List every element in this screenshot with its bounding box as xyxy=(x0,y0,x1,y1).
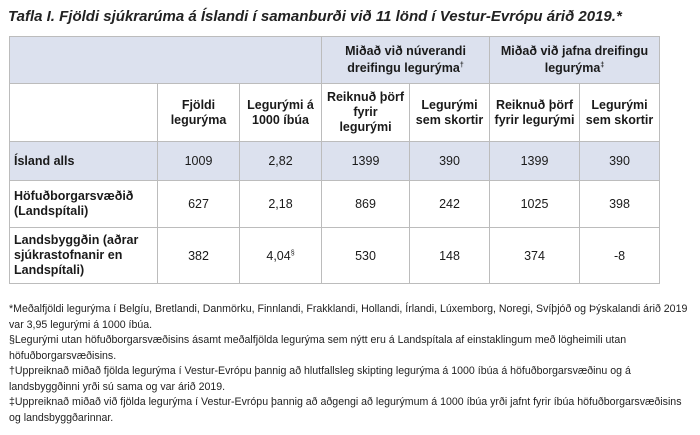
cell-per1000-value: 2,82 xyxy=(268,154,293,168)
cell-current-shortage: 242 xyxy=(410,181,490,228)
row-label: Höfuðborgarsvæðið (Landspítali) xyxy=(10,181,158,228)
column-header-current-need: Reiknuð þörf fyrir legurými xyxy=(322,84,410,142)
table-title: Tafla I. Fjöldi sjúkrarúma á Íslandi í samanburði við 11 lönd í Vestur-Evrópu árið 2019.* xyxy=(8,8,622,25)
cell-per1000-value: 2,18 xyxy=(268,197,293,211)
cell-per1000 xyxy=(240,228,322,284)
group-header-empty xyxy=(10,37,322,84)
cell-per1000-value: 4,04 xyxy=(266,248,291,263)
cell-current-shortage: 390 xyxy=(410,142,490,181)
cell-per1000 xyxy=(240,181,322,228)
cell-even-shortage: 390 xyxy=(580,142,660,181)
group-even-mark: ‡ xyxy=(600,61,605,69)
group-current-label: Miðað við núverandi dreifingu legurýma xyxy=(345,44,466,75)
table-row-rural-area xyxy=(10,228,660,284)
table-row-iceland-total xyxy=(10,142,660,181)
cell-even-shortage: 398 xyxy=(580,181,660,228)
cell-beds: 382 xyxy=(158,228,240,284)
cell-per1000-mark: § xyxy=(290,249,295,257)
footnotes xyxy=(9,302,689,426)
cell-beds: 627 xyxy=(158,181,240,228)
cell-current-need: 1399 xyxy=(322,142,410,181)
table-row-capital-area xyxy=(10,181,660,228)
group-header-even xyxy=(490,37,660,84)
footnote-asterisk: *Meðalfjöldi legurýma í Belgíu, Bretlandi, Danmörku, Finnlandi, Frakklandi, Hollandi, Írlandi, Lúxemborg, Noregi, Svíþjóð og Þýskalandi árið 2019 var 3,95 legurými á 1000 íbúa. xyxy=(9,303,688,331)
footnote-section: §Legurými utan höfuðborgarsvæðisins ásamt meðalfjölda legurýma sem nýtt eru á Landspítala af einstaklingum með lögheimili utan höfuðborgarsvæðisins. xyxy=(9,334,627,362)
cell-current-need: 869 xyxy=(322,181,410,228)
column-header-beds: Fjöldi legurýma xyxy=(158,84,240,142)
footnote-dagger: †Uppreiknað miðað fjölda legurýma í Vestur-Evrópu þannig að hlutfallsleg skipting legurýma á 1000 íbúa á höfuðborgarsvæðinu og á landsbyggðinni yrði sú sama og var árið 2019. xyxy=(9,365,631,393)
column-header-row xyxy=(10,84,660,142)
cell-current-need: 530 xyxy=(322,228,410,284)
column-header-even-shortage: Legurými sem skortir xyxy=(580,84,660,142)
cell-per1000 xyxy=(240,142,322,181)
row-label: Ísland alls xyxy=(10,142,158,181)
footnote-double-dagger: ‡Uppreiknað miðað við fjölda legurýma í Vestur-Evrópu þannig að aðgengi að legurýmum á 1000 íbúa yrði jafnt fyrir íbúa höfuðborgarsvæðisins og landsbyggðarinnar. xyxy=(9,396,682,424)
cell-beds: 1009 xyxy=(158,142,240,181)
cell-even-need: 1025 xyxy=(490,181,580,228)
cell-even-need: 1399 xyxy=(490,142,580,181)
column-header-empty xyxy=(10,84,158,142)
cell-current-shortage: 148 xyxy=(410,228,490,284)
data-table xyxy=(9,36,660,284)
column-header-per1000: Legurými á 1000 íbúa xyxy=(240,84,322,142)
cell-even-shortage: -8 xyxy=(580,228,660,284)
group-current-mark: † xyxy=(459,61,464,69)
column-header-even-need: Reiknuð þörf fyrir legurými xyxy=(490,84,580,142)
cell-even-need: 374 xyxy=(490,228,580,284)
column-header-current-shortage: Legurými sem skortir xyxy=(410,84,490,142)
row-label: Landsbyggðin (aðrar sjúkrastofnanir en Landspítali) xyxy=(10,228,158,284)
group-even-label: Miðað við jafna dreifingu legurýma xyxy=(500,44,649,75)
group-header-row xyxy=(10,37,660,84)
group-header-current xyxy=(322,37,490,84)
